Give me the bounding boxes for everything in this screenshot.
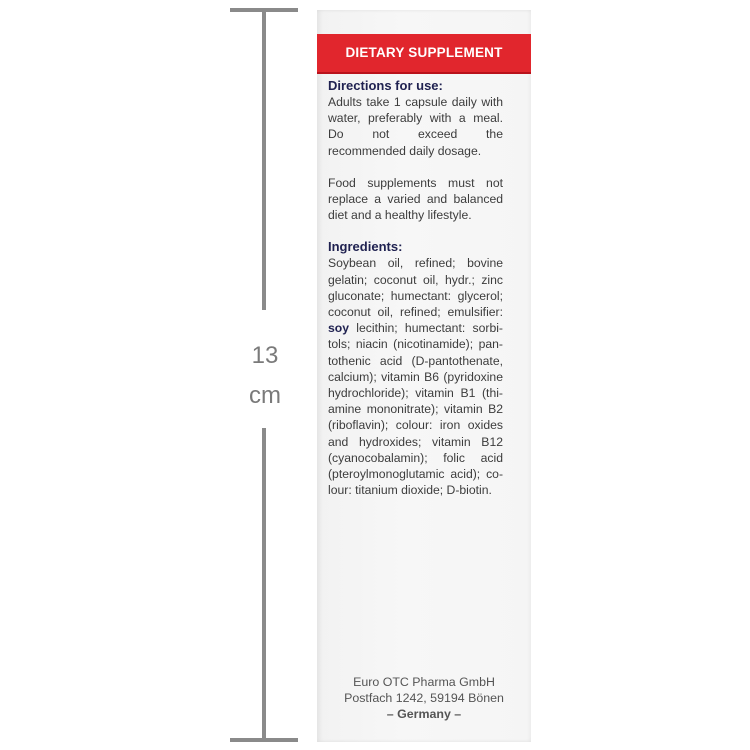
ruler-lower-bar <box>262 428 266 740</box>
ruler-upper-bar <box>262 10 266 310</box>
ingredients-text-start: Soybean oil, refined; bovine gelatin; coconut oil, hydr.; zinc gluconate; humectant: glycerol; coconut oil, refined; emulsifier: <box>328 256 503 320</box>
ruler-unit: cm <box>249 382 281 409</box>
ruler-bottom-cap <box>230 738 298 742</box>
manufacturer-address: Postfach 1242, 59194 Bönen <box>344 691 504 705</box>
directions-text: Adults take 1 capsule daily with water, preferably with a meal. Do not exceed the recommended daily dosage. <box>328 95 503 158</box>
ingredients-heading: Ingredients: <box>328 239 403 255</box>
ingredients-text <box>328 255 503 498</box>
directions-heading: Directions for use: <box>328 78 443 93</box>
manufacturer-country: – Germany – <box>386 707 462 721</box>
manufacturer-info <box>317 674 531 722</box>
food-supplement-note: Food supplements must not replace a varied and balanced diet and a healthy lifestyle. <box>328 175 503 223</box>
height-ruler <box>230 0 300 750</box>
panel-text-content <box>328 78 503 498</box>
allergen-soy: soy <box>328 321 350 336</box>
ingredients-block <box>328 239 503 498</box>
manufacturer-name: Euro OTC Pharma GmbH <box>353 675 495 689</box>
dietary-supplement-banner: DIETARY SUPPLEMENT <box>317 34 531 74</box>
package-side-panel <box>317 10 531 742</box>
ingredients-text-end: lecithin; humectant: sorbi-tols; niacin (nicotinamide); pan-tothenic acid (D-pantothenate, calcium); vitamin B6 (pyridoxine hydrochloride); vitamin B1 (thi-amine mononitrate); vitamin B2 (riboflavin); colour: iron oxides and hydroxides; vitamin B12 (cyanocobalamin); folic acid (pteroylmonoglutamic acid); co-lour: titanium dioxide; D-biotin. <box>328 321 503 498</box>
ruler-number: 13 <box>251 342 279 369</box>
